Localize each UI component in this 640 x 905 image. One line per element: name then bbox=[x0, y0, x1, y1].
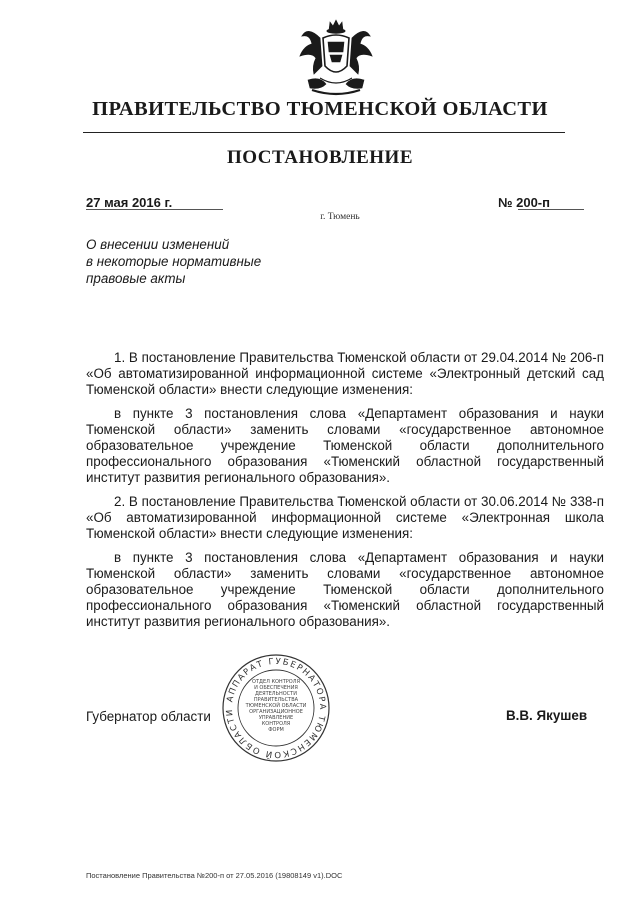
body-paragraph: в пункте 3 постановления слова «Департамент образования и науки Тюменской области» заменить словами «государственное автономное образовательное учреждение Тюменской области дополнительного профессионального образования «Тюменский областной государственный институт развития регионального образования». bbox=[86, 550, 604, 629]
stamp-inner-line: УПРАВЛЕНИЕ bbox=[258, 715, 294, 721]
body-paragraph: 2. В постановление Правительства Тюменской области от 30.06.2014 № 338-п «Об автоматизированной информационной системе «Электронная школа Тюменской области» внести следующие изменения: bbox=[86, 494, 604, 541]
date-underline bbox=[86, 209, 223, 210]
signatory-name: В.В. Якушев bbox=[506, 708, 588, 723]
subject-line: правовые акты bbox=[86, 271, 186, 286]
document-number: № 200-п bbox=[498, 195, 550, 210]
signatory-position: Губернатор области bbox=[86, 709, 211, 724]
number-underline bbox=[518, 209, 584, 210]
government-title: ПРАВИТЕЛЬСТВО ТЮМЕНСКОЙ ОБЛАСТИ bbox=[92, 98, 548, 120]
coat-of-arms-emblem bbox=[290, 18, 382, 100]
stamp-inner-line: ОТДЕЛ КОНТРОЛЯ bbox=[252, 679, 300, 685]
document-subject bbox=[86, 236, 261, 287]
subject-line: в некоторые нормативные bbox=[86, 254, 262, 269]
stamp-inner-line: ПРАВИТЕЛЬСТВА bbox=[253, 697, 299, 703]
official-stamp bbox=[220, 652, 332, 764]
stamp-inner-line: КОНТРОЛЯ bbox=[261, 721, 291, 727]
body-paragraph: 1. В постановление Правительства Тюменской области от 29.04.2014 № 206-п «Об автоматизированной информационной системе «Электронный детский сад Тюменской области» внести следующие изменения: bbox=[86, 350, 604, 397]
subject-line: О внесении изменений bbox=[86, 237, 230, 252]
stamp-inner-line: И ОБЕСПЕЧЕНИЯ bbox=[254, 685, 298, 691]
stamp-inner-line: ДЕЯТЕЛЬНОСТИ bbox=[255, 691, 297, 697]
title-divider bbox=[83, 132, 565, 133]
stamp-inner-line: ТЮМЕНСКОЙ ОБЛАСТИ bbox=[245, 703, 307, 709]
document-city: г. Тюмень bbox=[320, 212, 360, 222]
document-type: ПОСТАНОВЛЕНИЕ bbox=[226, 147, 414, 168]
document-date: 27 мая 2016 г. bbox=[86, 195, 173, 210]
stamp-ring-text: АППАРАТ ГУБЕРНАТОРА ТЮМЕНСКОЙ ОБЛАСТИ bbox=[224, 656, 328, 760]
body-paragraph: в пункте 3 постановления слова «Департамент образования и науки Тюменской области» заменить словами «государственное автономное образовательное учреждение Тюменской области дополнительного профессионального образования «Тюменский областной государственный институт развития регионального образования». bbox=[86, 406, 604, 485]
document-body bbox=[86, 350, 604, 638]
stamp-inner-line: ФОРМ bbox=[268, 727, 284, 733]
file-footer: Постановление Правительства №200-п от 27.05.2016 (19808149 v1).DOC bbox=[86, 871, 343, 880]
stamp-inner-line: ОРГАНИЗАЦИОННОЕ bbox=[249, 709, 303, 715]
